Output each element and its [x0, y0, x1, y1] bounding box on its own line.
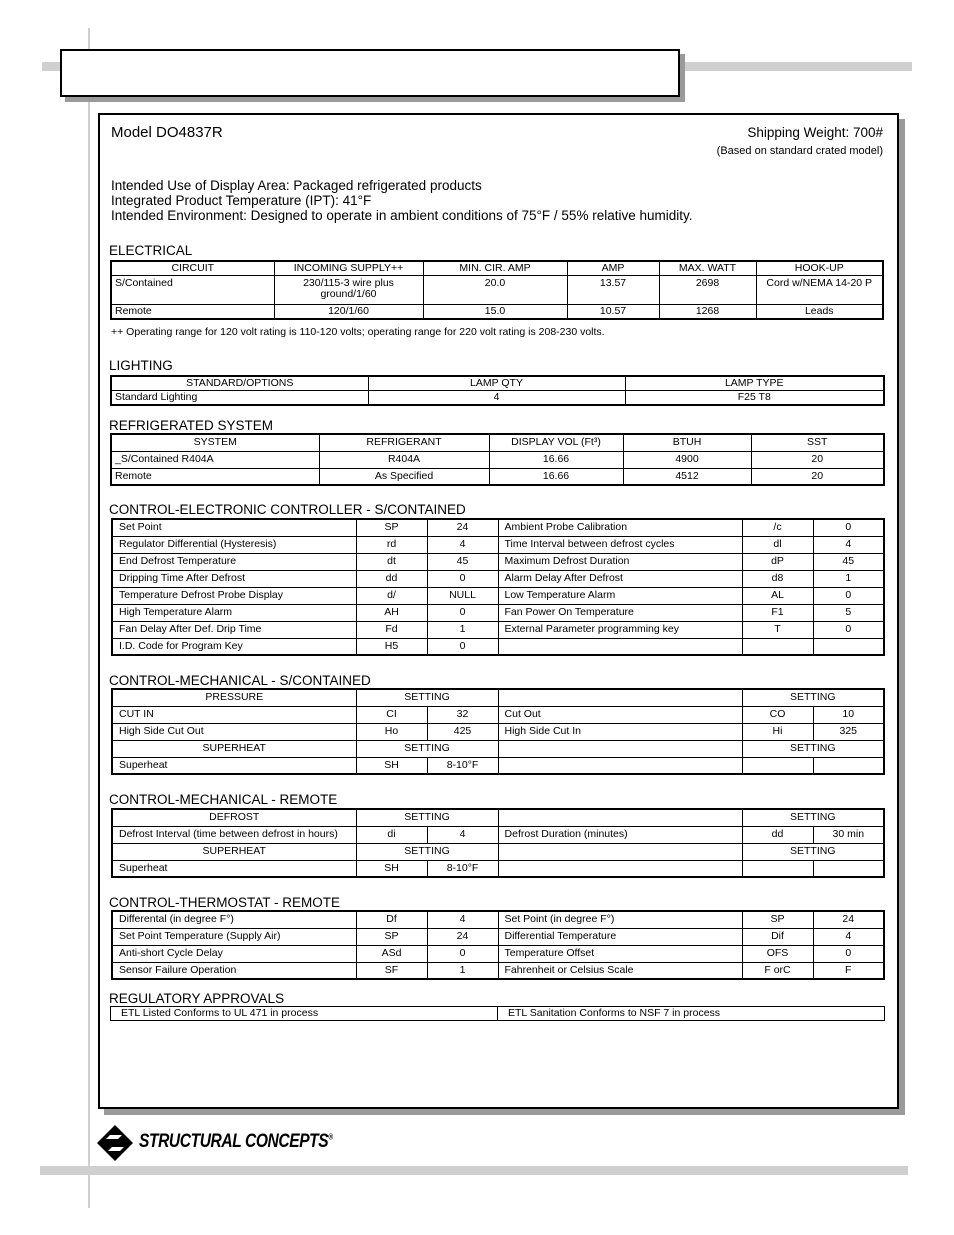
table-cell: Dif	[742, 928, 813, 945]
table-cell: Differental (in degree F°)	[112, 911, 356, 928]
table-cell: Df	[356, 911, 427, 928]
table-cell: _S/Contained R404A	[111, 451, 319, 468]
table-row	[112, 911, 884, 928]
table-cell: Defrost Duration (minutes)	[498, 826, 742, 843]
table-header-row	[111, 261, 883, 276]
table-cell: dd	[742, 826, 813, 843]
table-cell: 1268	[659, 305, 756, 320]
table-row	[111, 391, 884, 406]
table-cell: di	[356, 826, 427, 843]
table-header-cell: DEFROST	[112, 809, 356, 826]
table-cell: /c	[742, 519, 813, 536]
electrical-header-cell: AMP	[567, 261, 659, 276]
table-cell: F orC	[742, 962, 813, 979]
table-row	[112, 536, 884, 553]
electrical-table	[110, 260, 884, 320]
table-cell: 20	[751, 451, 884, 468]
regulatory-heading: REGULATORY APPROVALS	[109, 991, 285, 1006]
table-cell: F1	[742, 604, 813, 621]
table-cell: Leads	[756, 305, 883, 320]
refrigerated-header-cell: SST	[751, 434, 884, 451]
table-cell: Low Temperature Alarm	[498, 587, 742, 604]
lighting-header-cell: STANDARD/OPTIONS	[111, 376, 368, 391]
table-cell: AH	[356, 604, 427, 621]
table-cell: 24	[813, 911, 884, 928]
logo-wordmark: STRUCTURAL CONCEPTS	[139, 1131, 329, 1152]
table-cell: Set Point Temperature (Supply Air)	[112, 928, 356, 945]
table-subheader-row	[112, 809, 884, 826]
table-cell: High Temperature Alarm	[112, 604, 356, 621]
table-cell: 4	[813, 928, 884, 945]
table-subheader-row	[112, 689, 884, 706]
table-cell: 10	[813, 706, 884, 723]
table-cell: I.D. Code for Program Key	[112, 638, 356, 655]
table-cell: 4	[427, 826, 498, 843]
table-header-cell: SETTING	[356, 809, 498, 826]
mech-remote-table	[111, 808, 885, 878]
table-cell: ASd	[356, 945, 427, 962]
table-cell: 0	[427, 570, 498, 587]
table-row	[112, 621, 884, 638]
lighting-header-cell: LAMP QTY	[368, 376, 625, 391]
table-cell: End Defrost Temperature	[112, 553, 356, 570]
table-row	[111, 1007, 885, 1021]
table-cell: R404A	[319, 451, 489, 468]
table-cell: 0	[813, 621, 884, 638]
electrical-header-cell: HOOK-UP	[756, 261, 883, 276]
lighting-heading: LIGHTING	[109, 358, 173, 373]
intended-use: Intended Use of Display Area: Packaged refrigerated products	[111, 178, 482, 193]
table-row	[112, 826, 884, 843]
table-cell: F	[813, 962, 884, 979]
table-row	[112, 860, 884, 877]
table-header-cell: SETTING	[742, 843, 884, 860]
table-header-cell: SETTING	[356, 843, 498, 860]
mech-sc-table	[111, 688, 885, 775]
table-cell: d8	[742, 570, 813, 587]
table-row	[112, 587, 884, 604]
mech-remote-heading: CONTROL-MECHANICAL - REMOTE	[109, 792, 338, 807]
table-cell	[498, 860, 742, 877]
electrical-footnote: ++ Operating range for 120 volt rating is 110-120 volts; operating range for 220 volt rating is 208-230 volts.	[111, 326, 605, 338]
table-cell: SF	[356, 962, 427, 979]
table-cell: Anti-short Cycle Delay	[112, 945, 356, 962]
table-cell: OFS	[742, 945, 813, 962]
table-cell: 24	[427, 928, 498, 945]
table-cell: Ambient Probe Calibration	[498, 519, 742, 536]
table-cell: 15.0	[423, 305, 567, 320]
table-header-cell: SETTING	[742, 689, 884, 706]
table-cell: 20	[751, 468, 884, 485]
table-cell: 4900	[623, 451, 751, 468]
table-header-cell: SETTING	[742, 809, 884, 826]
table-cell: 0	[427, 945, 498, 962]
table-cell: Ho	[356, 723, 427, 740]
table-row	[112, 604, 884, 621]
table-row	[112, 570, 884, 587]
table-cell: F25 T8	[625, 391, 884, 406]
table-cell: Remote	[111, 305, 274, 320]
table-row	[112, 928, 884, 945]
title-box	[60, 49, 680, 97]
table-cell: 4	[427, 911, 498, 928]
table-cell: Superheat	[112, 860, 356, 877]
controller-heading: CONTROL-ELECTRONIC CONTROLLER - S/CONTAINED	[109, 502, 466, 517]
table-header-cell	[498, 843, 742, 860]
lighting-table	[110, 375, 885, 406]
table-cell: Remote	[111, 468, 319, 485]
table-cell: Temperature Offset	[498, 945, 742, 962]
table-cell: CUT IN	[112, 706, 356, 723]
electrical-header-cell: INCOMING SUPPLY++	[274, 261, 423, 276]
table-cell: rd	[356, 536, 427, 553]
table-row	[112, 638, 884, 655]
table-header-cell	[498, 740, 742, 757]
table-cell: CO	[742, 706, 813, 723]
thermostat-heading: CONTROL-THERMOSTAT - REMOTE	[109, 895, 340, 910]
table-cell: Maximum Defrost Duration	[498, 553, 742, 570]
table-row	[112, 553, 884, 570]
intended-environment: Intended Environment: Designed to operate in ambient conditions of 75°F / 55% relative humidity.	[111, 208, 693, 223]
table-cell: Set Point (in degree F°)	[498, 911, 742, 928]
table-cell: 1	[427, 621, 498, 638]
footer-gray-bar	[40, 1166, 908, 1175]
refrigerated-header-cell: BTUH	[623, 434, 751, 451]
table-row	[112, 723, 884, 740]
structural-concepts-logo-icon	[96, 1124, 134, 1167]
table-row	[112, 519, 884, 536]
table-cell: 1	[427, 962, 498, 979]
table-cell: 13.57	[567, 276, 659, 305]
electrical-header-cell: MIN. CIR. AMP	[423, 261, 567, 276]
table-cell: SP	[356, 519, 427, 536]
regulatory-table	[110, 1006, 885, 1021]
table-cell: SH	[356, 757, 427, 774]
table-cell: 0	[427, 604, 498, 621]
table-cell: 230/115-3 wire plus ground/1/60	[274, 276, 423, 305]
table-cell: Set Point	[112, 519, 356, 536]
table-cell: dl	[742, 536, 813, 553]
table-cell: S/Contained	[111, 276, 274, 305]
table-header-cell: SETTING	[356, 689, 498, 706]
table-row	[111, 451, 884, 468]
table-cell: 0	[813, 587, 884, 604]
lighting-header-cell: LAMP TYPE	[625, 376, 884, 391]
table-header-cell: SETTING	[742, 740, 884, 757]
refrigerated-heading: REFRIGERATED SYSTEM	[109, 418, 274, 433]
table-cell: dd	[356, 570, 427, 587]
table-cell: Superheat	[112, 757, 356, 774]
registered-mark: ®	[328, 1132, 333, 1142]
table-header-cell: SUPERHEAT	[112, 843, 356, 860]
table-cell	[813, 757, 884, 774]
table-cell: 4	[368, 391, 625, 406]
table-cell: Sensor Failure Operation	[112, 962, 356, 979]
table-cell: 4	[813, 536, 884, 553]
thermostat-table	[111, 910, 885, 980]
table-cell: Dripping Time After Defrost	[112, 570, 356, 587]
table-cell: Cord w/NEMA 14-20 P	[756, 276, 883, 305]
refrigerated-header-cell: REFRIGERANT	[319, 434, 489, 451]
table-cell: 0	[427, 638, 498, 655]
table-cell: 425	[427, 723, 498, 740]
table-cell: dP	[742, 553, 813, 570]
table-cell: Fan Power On Temperature	[498, 604, 742, 621]
table-cell	[813, 860, 884, 877]
table-cell	[498, 638, 742, 655]
table-cell: Fahrenheit or Celsius Scale	[498, 962, 742, 979]
table-cell: T	[742, 621, 813, 638]
table-cell: High Side Cut In	[498, 723, 742, 740]
table-cell: Standard Lighting	[111, 391, 368, 406]
regulatory-item: ETL Listed Conforms to UL 471 in process	[111, 1007, 498, 1021]
table-cell: Fan Delay After Def. Drip Time	[112, 621, 356, 638]
table-cell: 325	[813, 723, 884, 740]
table-cell	[742, 860, 813, 877]
table-cell: 10.57	[567, 305, 659, 320]
table-cell: NULL	[427, 587, 498, 604]
table-header-cell	[498, 809, 742, 826]
table-row	[111, 305, 883, 320]
table-cell: 120/1/60	[274, 305, 423, 320]
table-cell	[742, 638, 813, 655]
table-cell: 16.66	[489, 468, 623, 485]
table-cell: 5	[813, 604, 884, 621]
table-cell: Fd	[356, 621, 427, 638]
table-cell: As Specified	[319, 468, 489, 485]
table-cell: 8-10°F	[427, 860, 498, 877]
table-cell: 24	[427, 519, 498, 536]
table-cell: d/	[356, 587, 427, 604]
table-cell: dt	[356, 553, 427, 570]
table-cell: High Side Cut Out	[112, 723, 356, 740]
table-header-cell	[498, 689, 742, 706]
table-cell: SP	[356, 928, 427, 945]
table-header-cell: PRESSURE	[112, 689, 356, 706]
table-cell: External Parameter programming key	[498, 621, 742, 638]
model-title: Model DO4837R	[111, 124, 223, 141]
table-cell: SH	[356, 860, 427, 877]
left-margin-rule	[88, 28, 90, 1208]
company-logo-text	[139, 1131, 333, 1153]
controller-table	[111, 518, 885, 656]
table-cell: 4512	[623, 468, 751, 485]
table-cell: 45	[813, 553, 884, 570]
table-cell: Hi	[742, 723, 813, 740]
table-cell: SP	[742, 911, 813, 928]
table-row	[111, 276, 883, 305]
table-row	[111, 468, 884, 485]
table-subheader-row	[112, 843, 884, 860]
table-cell	[498, 757, 742, 774]
table-cell: 8-10°F	[427, 757, 498, 774]
table-cell: 45	[427, 553, 498, 570]
table-header-cell: SUPERHEAT	[112, 740, 356, 757]
table-cell: 32	[427, 706, 498, 723]
refrigerated-header-cell: DISPLAY VOL (Ft³)	[489, 434, 623, 451]
table-cell: 16.66	[489, 451, 623, 468]
table-cell: 4	[427, 536, 498, 553]
table-cell	[742, 757, 813, 774]
regulatory-item: ETL Sanitation Conforms to NSF 7 in process	[498, 1007, 885, 1021]
table-cell: H5	[356, 638, 427, 655]
table-cell: 0	[813, 945, 884, 962]
mech-sc-heading: CONTROL-MECHANICAL - S/CONTAINED	[109, 673, 371, 688]
table-cell: Temperature Defrost Probe Display	[112, 587, 356, 604]
table-cell: Cut Out	[498, 706, 742, 723]
shipping-weight: Shipping Weight: 700#	[747, 125, 883, 140]
shipping-weight-note: (Based on standard crated model)	[716, 145, 883, 157]
table-cell: CI	[356, 706, 427, 723]
table-cell: 0	[813, 519, 884, 536]
electrical-header-cell: CIRCUIT	[111, 261, 274, 276]
intended-temperature: Integrated Product Temperature (IPT): 41°F	[111, 193, 372, 208]
table-cell: 20.0	[423, 276, 567, 305]
table-header-cell: SETTING	[356, 740, 498, 757]
table-row	[112, 945, 884, 962]
table-cell	[813, 638, 884, 655]
table-cell: Defrost Interval (time between defrost in hours)	[112, 826, 356, 843]
table-row	[112, 706, 884, 723]
table-header-row	[111, 434, 884, 451]
electrical-heading: ELECTRICAL	[109, 243, 193, 258]
table-row	[112, 757, 884, 774]
table-cell: Time Interval between defrost cycles	[498, 536, 742, 553]
table-cell: 2698	[659, 276, 756, 305]
refrigerated-header-cell: SYSTEM	[111, 434, 319, 451]
table-cell: Alarm Delay After Defrost	[498, 570, 742, 587]
table-subheader-row	[112, 740, 884, 757]
table-header-row	[111, 376, 884, 391]
table-cell: AL	[742, 587, 813, 604]
refrigerated-table	[110, 433, 885, 486]
table-cell: 1	[813, 570, 884, 587]
table-cell: Regulator Differential (Hysteresis)	[112, 536, 356, 553]
table-row	[112, 962, 884, 979]
table-cell: Differential Temperature	[498, 928, 742, 945]
electrical-header-cell: MAX. WATT	[659, 261, 756, 276]
table-cell: 30 min	[813, 826, 884, 843]
